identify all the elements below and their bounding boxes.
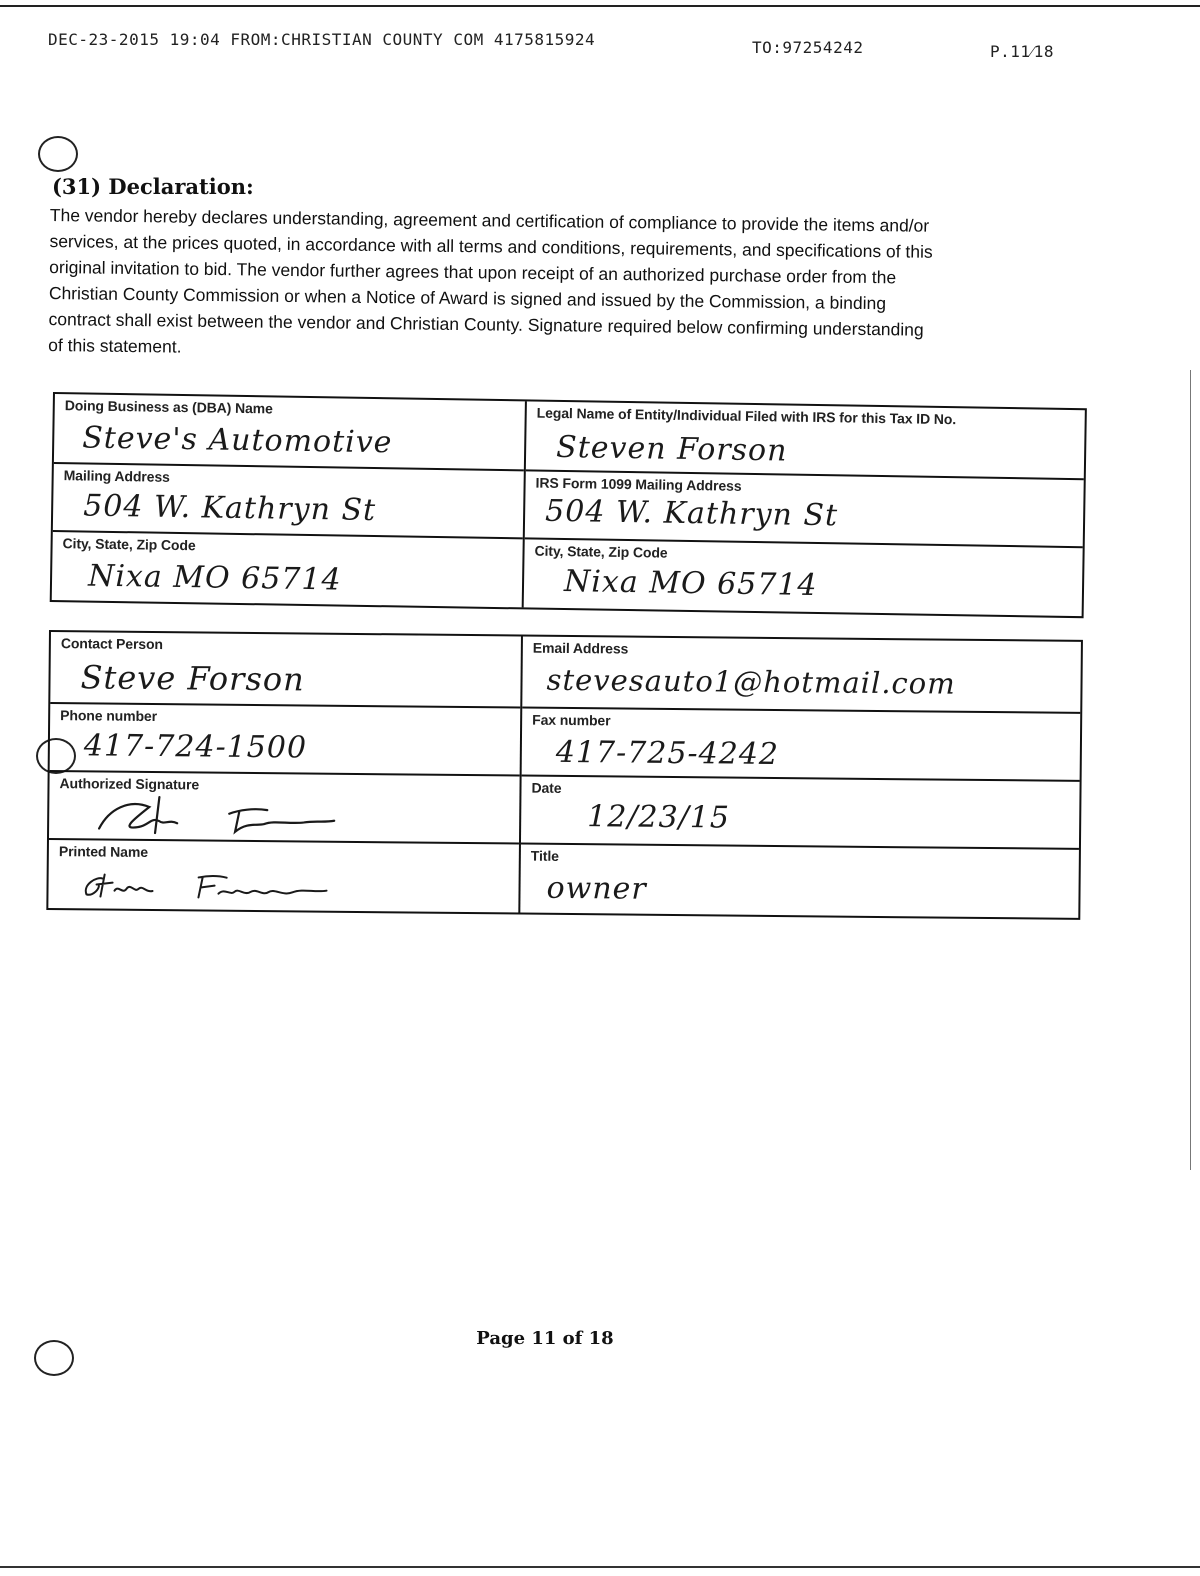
- phone-number-field[interactable]: [50, 702, 521, 777]
- fax-number-value: 417-725-4242: [555, 734, 780, 773]
- vendor-info-table: [50, 392, 1087, 618]
- top-border-line: [0, 5, 1200, 7]
- irs-mailing-address-value: 504 W. Kathryn St: [544, 493, 839, 534]
- email-address-value: stevesauto1@hotmail.com: [546, 662, 956, 701]
- date-label: Date: [531, 779, 562, 796]
- fax-number-label: Fax number: [532, 711, 611, 729]
- printed-name-label: Printed Name: [58, 843, 149, 860]
- fax-header-page: P.11⁄18: [990, 42, 1054, 61]
- contact-person-field[interactable]: [50, 632, 521, 707]
- legal-name-field[interactable]: [526, 401, 1085, 478]
- email-address-field[interactable]: [522, 637, 1081, 712]
- authorized-signature-label: Authorized Signature: [59, 775, 200, 793]
- contact-info-table: [46, 630, 1083, 920]
- authorized-signature-field[interactable]: [49, 770, 520, 845]
- handwritten-signature-image: [89, 788, 339, 840]
- date-field[interactable]: [521, 775, 1080, 850]
- irs-city-state-zip-field[interactable]: [524, 537, 1083, 616]
- declaration-line: services, at the prices quoted, in accordance with all terms and conditions, requirements, and specifications of this: [49, 230, 933, 262]
- dba-name-value: Steve's Automotive: [82, 420, 393, 461]
- irs-city-state-zip-label: City, State, Zip Code: [534, 542, 668, 561]
- title-field[interactable]: [520, 843, 1079, 918]
- fax-number-field[interactable]: [522, 707, 1081, 782]
- mailing-address-field[interactable]: [53, 462, 524, 539]
- printed-name-field[interactable]: [48, 838, 519, 913]
- handwritten-printed-name-image: [78, 864, 338, 906]
- mailing-address-value: 504 W. Kathryn St: [82, 488, 377, 529]
- scan-edge-line: [1190, 370, 1191, 1170]
- city-state-zip-label: City, State, Zip Code: [62, 535, 196, 554]
- phone-number-value: 417-724-1500: [83, 728, 308, 766]
- declaration-line: of this statement.: [48, 334, 182, 357]
- declaration-line: contract shall exist between the vendor and Christian County. Signature required below confirming understanding: [48, 308, 924, 340]
- punch-hole-icon: [38, 136, 78, 172]
- declaration-line: original invitation to bid. The vendor further agrees that upon receipt of an authorized purchase order from the: [49, 256, 897, 288]
- page-number: Page 11 of 18: [476, 1328, 614, 1349]
- date-value: 12/23/15: [587, 799, 731, 836]
- title-label: Title: [530, 847, 559, 864]
- irs-mailing-address-label: IRS Form 1099 Mailing Address: [535, 474, 742, 494]
- mailing-address-label: Mailing Address: [63, 467, 170, 485]
- phone-number-label: Phone number: [60, 707, 158, 725]
- declaration-title: (31) Declaration:: [52, 174, 254, 199]
- legal-name-value: Steven Forson: [555, 429, 788, 469]
- irs-city-state-zip-value: Nixa MO 65714: [563, 564, 818, 604]
- fax-header-from: DEC-23-2015 19:04 FROM:CHRISTIAN COUNTY COM 4175815924: [48, 30, 596, 49]
- legal-name-label: Legal Name of Entity/Individual Filed with IRS for this Tax ID No.: [536, 404, 957, 428]
- city-state-zip-value: Nixa MO 65714: [87, 558, 342, 598]
- bottom-border-line: [0, 1566, 1200, 1568]
- dba-name-field[interactable]: [54, 394, 525, 469]
- city-state-zip-field[interactable]: [52, 530, 523, 607]
- declaration-line: The vendor hereby declares understanding, agreement and certification of compliance to provide the items and/or: [49, 204, 930, 236]
- dba-name-label: Doing Business as (DBA) Name: [64, 397, 273, 417]
- declaration-text: [48, 202, 1090, 371]
- irs-mailing-address-field[interactable]: [525, 469, 1084, 548]
- fax-header-to: TO:97254242: [752, 38, 864, 57]
- title-value: owner: [546, 870, 647, 907]
- declaration-line: Christian County Commission or when a Notice of Award is signed and issued by the Commission, a binding: [48, 282, 887, 314]
- email-address-label: Email Address: [532, 639, 629, 657]
- contact-person-value: Steve Forson: [80, 658, 305, 699]
- contact-person-label: Contact Person: [60, 635, 164, 653]
